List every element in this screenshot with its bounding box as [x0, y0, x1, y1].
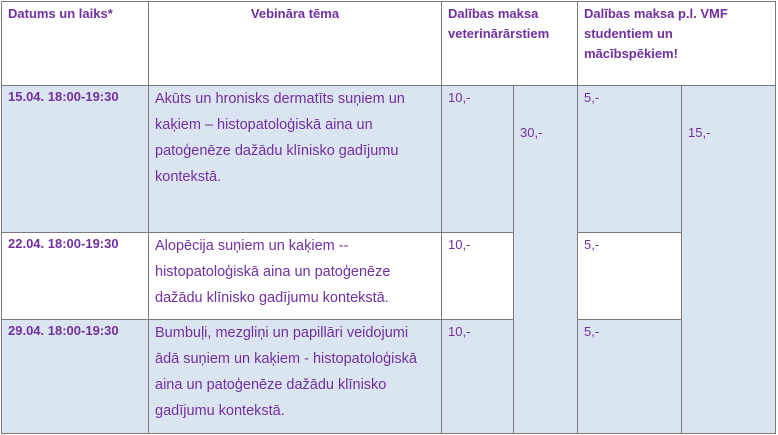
header-row: [2, 2, 776, 86]
row-fee-vet: 10,-: [442, 86, 514, 233]
row-date: 22.04. 18:00-19:30: [2, 233, 149, 320]
webinar-schedule-table: [1, 1, 776, 434]
row-fee-vet: 10,-: [442, 320, 514, 434]
total-fee-students: 15,-: [682, 86, 776, 434]
row-fee-vet: 10,-: [442, 233, 514, 320]
row-topic: Bumbuļi, mezgliņi un papillāri veidojumi ādā suņiem un kaķiem - histopatoloģiskā aina un patoģenēze dažādu klīnisko gadījumu kontekstā.: [149, 320, 442, 434]
row-fee-student: 5,-: [578, 233, 682, 320]
header-fee-students: Dalības maksa p.l. VMF studentiem un mācībspēkiem!: [578, 2, 776, 86]
table-row: [2, 233, 776, 320]
row-date: 15.04. 18:00-19:30: [2, 86, 149, 233]
row-date: 29.04. 18:00-19:30: [2, 320, 149, 434]
row-fee-student: 5,-: [578, 320, 682, 434]
row-topic: Alopēcija suņiem un kaķiem -- histopatoloģiskā aina un patoģenēze dažādu klīnisko gadījumu kontekstā.: [149, 233, 442, 320]
header-topic: Vebināra tēma: [149, 2, 442, 86]
header-date: Datums un laiks*: [2, 2, 149, 86]
row-topic: Akūts un hronisks dermatīts suņiem un kaķiem – histopatoloģiskā aina un patoģenēze dažādu klīnisko gadījumu kontekstā.: [149, 86, 442, 233]
total-fee-vets: 30,-: [514, 86, 578, 434]
header-fee-vets: Dalības maksa veterinārārstiem: [442, 2, 578, 86]
table-row: [2, 86, 776, 233]
row-fee-student: 5,-: [578, 86, 682, 233]
table-row: [2, 320, 776, 434]
